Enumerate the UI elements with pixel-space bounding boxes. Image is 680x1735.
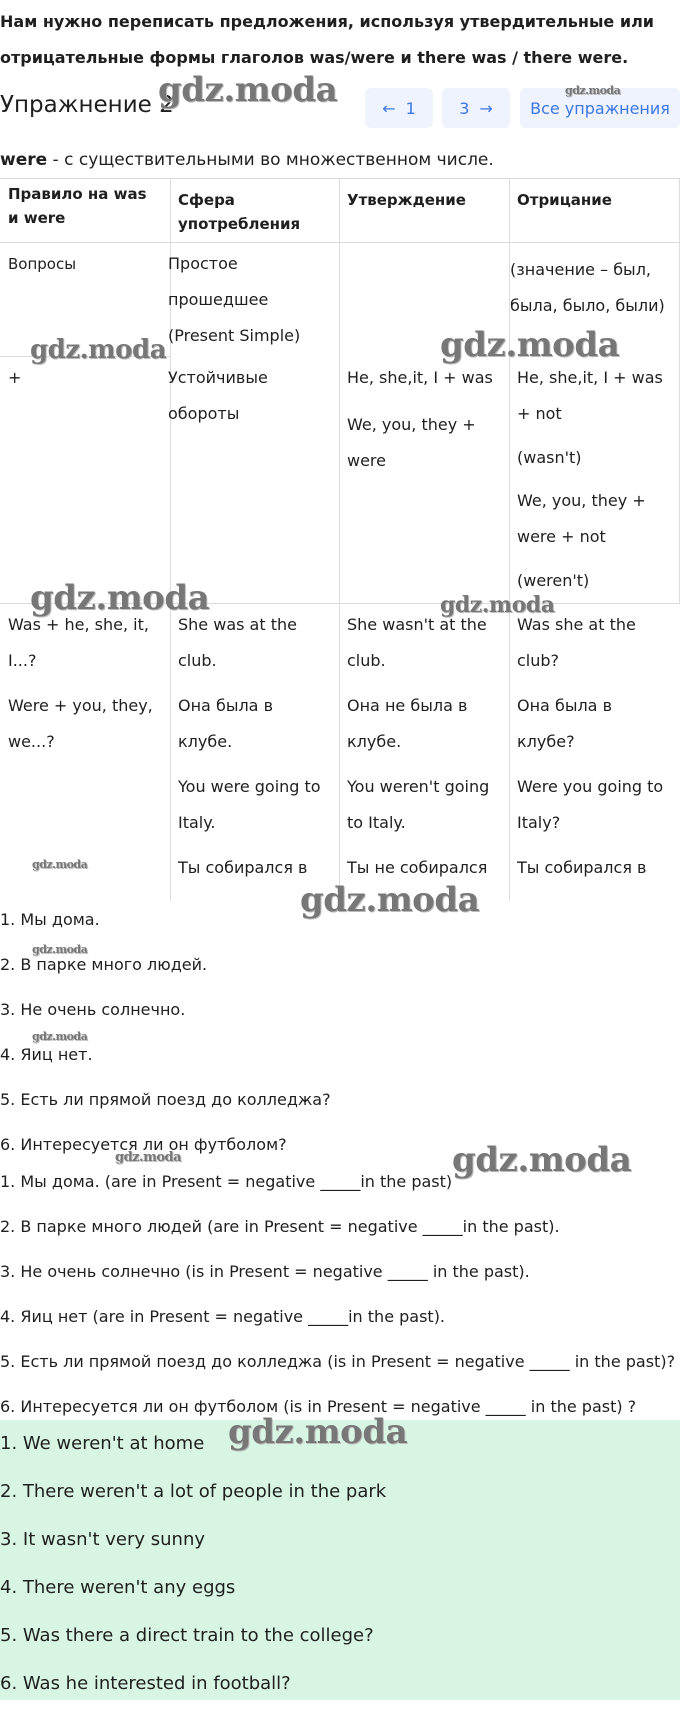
watermark: gdz.moda [30,335,167,365]
table-cell-example-negative-2-ru: Ты не собирался [347,858,488,877]
list-item: 1. Мы дома. (are in Present = negative _____in the past) [0,1172,453,1191]
table-header-affirmative: Утверждение [347,191,466,209]
list-item: 1. Мы дома. [0,910,100,929]
answer-item: 2. There weren't a lot of people in the park [0,1481,387,1502]
list-item: 2. В парке много людей (are in Present = negative _____in the past). [0,1217,560,1236]
table-cell-example-affirmative: She was at the club. [178,615,297,670]
prev-exercise-label: 1 [405,98,416,118]
table-cell-example-affirmative-2-ru: Ты собирался в [178,858,308,877]
watermark: gdz.moda [300,880,480,920]
were-rule-text: - с существительными во множественном числе. [47,150,494,170]
table-cell-example-negative-ru: Она не была в клубе. [347,696,468,751]
list-item: 6. Интересуется ли он футболом (is in Present = negative _____ in the past) ? [0,1397,637,1416]
watermark: gdz.moda [440,592,555,618]
list-item: 4. Яиц нет. [0,1045,93,1064]
task-description: Нам нужно переписать предложения, используя утвердительные или отрицательные формы глаголов was/were и there was / there were. [0,12,654,67]
next-exercise-button[interactable] [442,88,510,128]
were-keyword: were [0,150,48,170]
table-cell-example-question-2: Were you going to Italy? [517,777,664,832]
table-cell-plus: + [8,368,22,387]
table-cell-questions: Вопросы [8,255,77,273]
table-cell-example-question-ru: Она была в клубе? [517,696,612,751]
table-cell-was-question: Was + he, she, it, I...? [8,615,149,670]
watermark: gdz.moda [228,1412,408,1452]
watermark: gdz.moda [440,325,620,365]
table-cell-negative-were: We, you, they + were + not [517,491,646,546]
table-cell-negative-was: He, she,it, I + was + not [517,368,663,423]
table-header-negative: Отрицание [517,191,612,209]
list-item: 2. В парке много людей. [0,955,208,974]
table-cell-example-negative-2: You weren't going to Italy. [347,777,490,832]
arrow-right-icon: → [479,98,493,118]
table-cell-werent: (weren't) [517,571,590,590]
table-cell-example-affirmative-ru: Она была в клубе. [178,696,273,751]
answer-item: 5. Was there a direct train to the college? [0,1625,374,1646]
list-item: 5. Есть ли прямой поезд до колледжа? [0,1090,331,1109]
table-cell-affirmative-was: He, she,it, I + was [347,368,493,387]
grammar-table [0,178,680,901]
watermark: gdz.moda [115,1150,182,1165]
watermark: gdz.moda [452,1140,632,1180]
prev-exercise-button[interactable] [365,88,433,128]
watermark: gdz.moda [565,84,621,97]
answer-item: 3. It wasn't very sunny [0,1529,206,1550]
were-rule-line [0,150,494,170]
arrow-left-icon: ← [382,98,396,118]
table-cell-meaning: (значение – был, была, было, были) [510,260,665,315]
list-item: 5. Есть ли прямой поезд до колледжа (is in Present = negative _____ in the past)? [0,1352,676,1371]
watermark: gdz.moda [30,578,210,618]
table-header-usage: Сфера употребления [178,191,301,233]
table-cell-example-negative: She wasn't at the club. [347,615,487,670]
table-cell-past-simple: Простое прошедшее (Present Simple) [168,254,301,345]
list-item: 4. Яиц нет (are in Present = negative _____in the past). [0,1307,446,1326]
list-item: 3. Не очень солнечно. [0,1000,186,1019]
table-header-rule: Правило на was и were [8,185,147,227]
all-exercises-button[interactable]: Все упражнения [520,88,680,128]
table-cell-wasnt: (wasn't) [517,448,582,467]
table-cell-affirmative-were: We, you, they + were [347,415,476,470]
exercise-title: Упражнение 2 [0,92,174,118]
table-cell-example-affirmative-2: You were going to Italy. [178,777,321,832]
answers-block [0,1420,680,1700]
answer-item: 1. We weren't at home [0,1433,205,1454]
table-cell-set-phrases: Устойчивые обороты [168,368,268,423]
table-cell-example-question: Was she at the club? [517,615,636,670]
table-cell-were-question: Were + you, they, we...? [8,696,153,751]
watermark: gdz.moda [32,858,88,871]
table-cell-example-question-2-ru: Ты собирался в [517,858,647,877]
answer-item: 4. There weren't any eggs [0,1577,236,1598]
sentences-list [0,906,680,1176]
watermark: gdz.moda [32,1030,88,1043]
watermark: gdz.moda [32,943,88,956]
list-item: 3. Не очень солнечно (is in Present = negative _____ in the past). [0,1262,530,1281]
next-exercise-label: 3 [459,98,470,118]
watermark: gdz.moda [158,70,338,110]
list-item: 6. Интересуется ли он футболом? [0,1135,287,1154]
hints-list [0,1168,680,1438]
answer-item: 6. Was he interested in football? [0,1673,291,1694]
